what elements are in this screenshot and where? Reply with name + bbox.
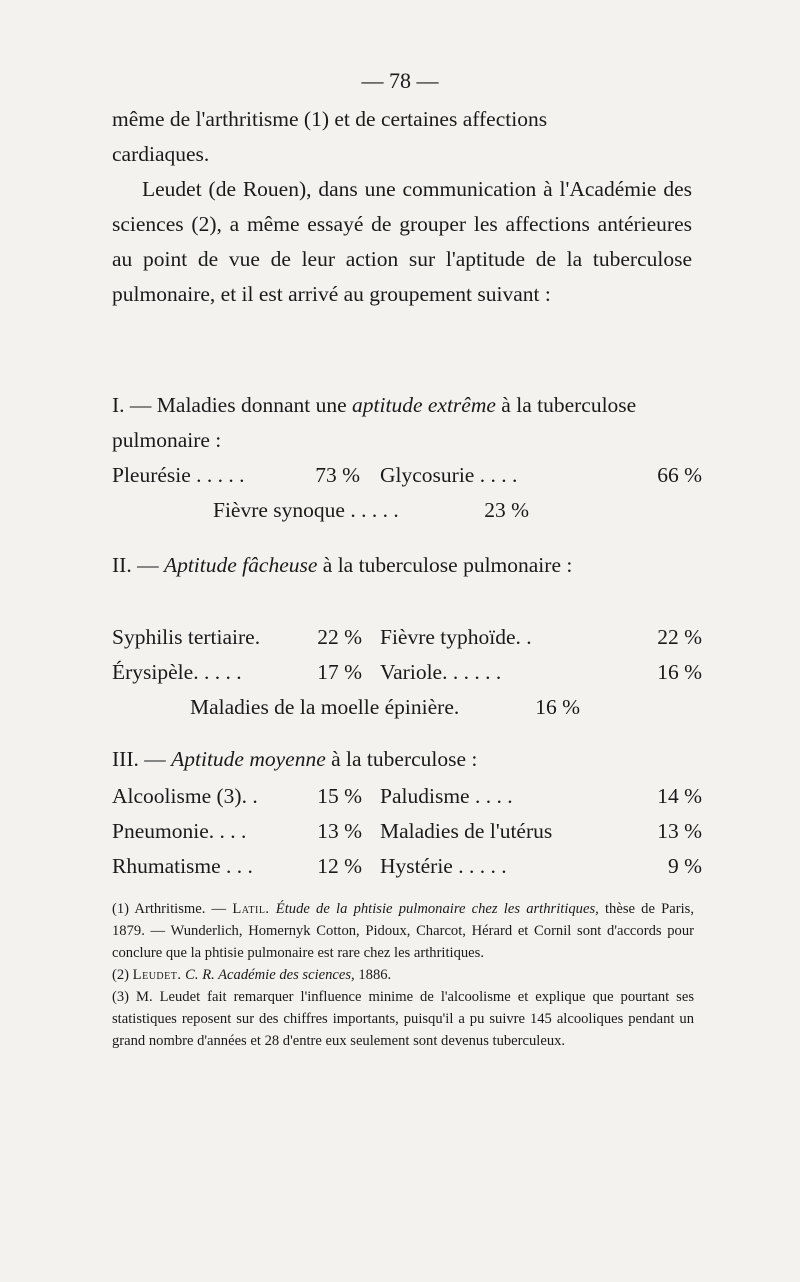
- row-label: Alcoolisme (3). .: [112, 784, 258, 808]
- row-value: 17 %: [317, 660, 362, 684]
- section-3-row-3: [112, 849, 704, 884]
- row-value: 13 %: [317, 819, 362, 843]
- row-label: Maladies de l'utérus: [380, 819, 553, 843]
- intro-text: [112, 102, 692, 312]
- row-value: 15 %: [317, 784, 362, 808]
- intro-line-2: cardiaques.: [112, 142, 210, 166]
- section-2-row-1: [112, 620, 704, 655]
- intro-line-1: même de l'arthritisme (1) et de certaines affections: [112, 107, 548, 131]
- section-1-heading: I. — Maladies donnant une aptitude extrême à la tuberculose pulmonaire :: [112, 393, 637, 452]
- section-2-heading: II. — Aptitude fâcheuse à la tuberculose pulmonaire :: [112, 553, 573, 577]
- row-label: Pleurésie . . . . .: [112, 463, 245, 487]
- section-1-row-2: [213, 493, 533, 528]
- row-value: 13 %: [657, 819, 702, 843]
- row-value: 73 %: [315, 463, 360, 487]
- section-2-row-2: [112, 655, 704, 690]
- row-value: 9 %: [667, 854, 702, 878]
- row-label: Syphilis tertiaire.: [112, 625, 261, 649]
- row-value: 16 %: [657, 660, 702, 684]
- row-label: Maladies de la moelle épinière.: [190, 695, 460, 719]
- section-3-row-2: [112, 814, 704, 849]
- row-label: Paludisme . . . .: [380, 784, 513, 808]
- section-2-row-3: [190, 690, 590, 725]
- row-value: 12 %: [317, 854, 362, 878]
- row-label: Fièvre synoque . . . . .: [213, 498, 399, 522]
- footnote-3: (3) M. Leudet fait remarquer l'influence minime de l'alcoolisme et explique que pourtant ses statistiques reposent sur des chiffres importants, puisqu'il a pu suivre 145 alcooliques pendant un grand nombre d'années et 28 d'entre eux seulement sont devenus tuberculeux.: [112, 989, 694, 1049]
- row-value: 16 %: [535, 695, 580, 719]
- row-label: Variole. . . . . .: [380, 660, 502, 684]
- row-value: 22 %: [317, 625, 362, 649]
- row-label: Fièvre typhoïde. .: [380, 625, 532, 649]
- row-label: Glycosurie . . . .: [380, 463, 518, 487]
- row-label: Pneumonie. . . .: [112, 819, 247, 843]
- row-value: 14 %: [657, 784, 702, 808]
- section-3-row-1: [112, 779, 704, 814]
- page-number: — 78 —: [361, 68, 439, 93]
- row-value: 23 %: [484, 498, 529, 522]
- row-label: Rhumatisme . . .: [112, 854, 253, 878]
- section-3-heading: III. — Aptitude moyenne à la tuberculose :: [112, 747, 478, 771]
- row-label: Érysipèle. . . . .: [112, 660, 242, 684]
- footnote-2: (2) Leudet. C. R. Académie des sciences, 1886.: [112, 967, 392, 983]
- row-value: 66 %: [657, 463, 702, 487]
- footnote-1: (1) Arthritisme. — Latil. Étude de la phtisie pulmonaire chez les arthritiques, thèse de Paris, 1879. — Wunderlich, Homernyk Cotton, Pidoux, Charcot, Hérard et Cornil sont d'accords pour conclure que la phtisie pulmonaire est rare chez les arthritiques.: [112, 901, 694, 961]
- footnotes: [112, 898, 694, 1052]
- section-1-row-1: [112, 458, 704, 493]
- row-label: Hystérie . . . . .: [380, 854, 507, 878]
- intro-paragraph: Leudet (de Rouen), dans une communication à l'Académie des sciences (2), a même essayé de grouper les affections antérieures au point de vue de leur action sur l'aptitude de la tuberculose pulmonaire, et il est arrivé au groupement suivant :: [112, 177, 692, 306]
- row-value: 22 %: [657, 625, 702, 649]
